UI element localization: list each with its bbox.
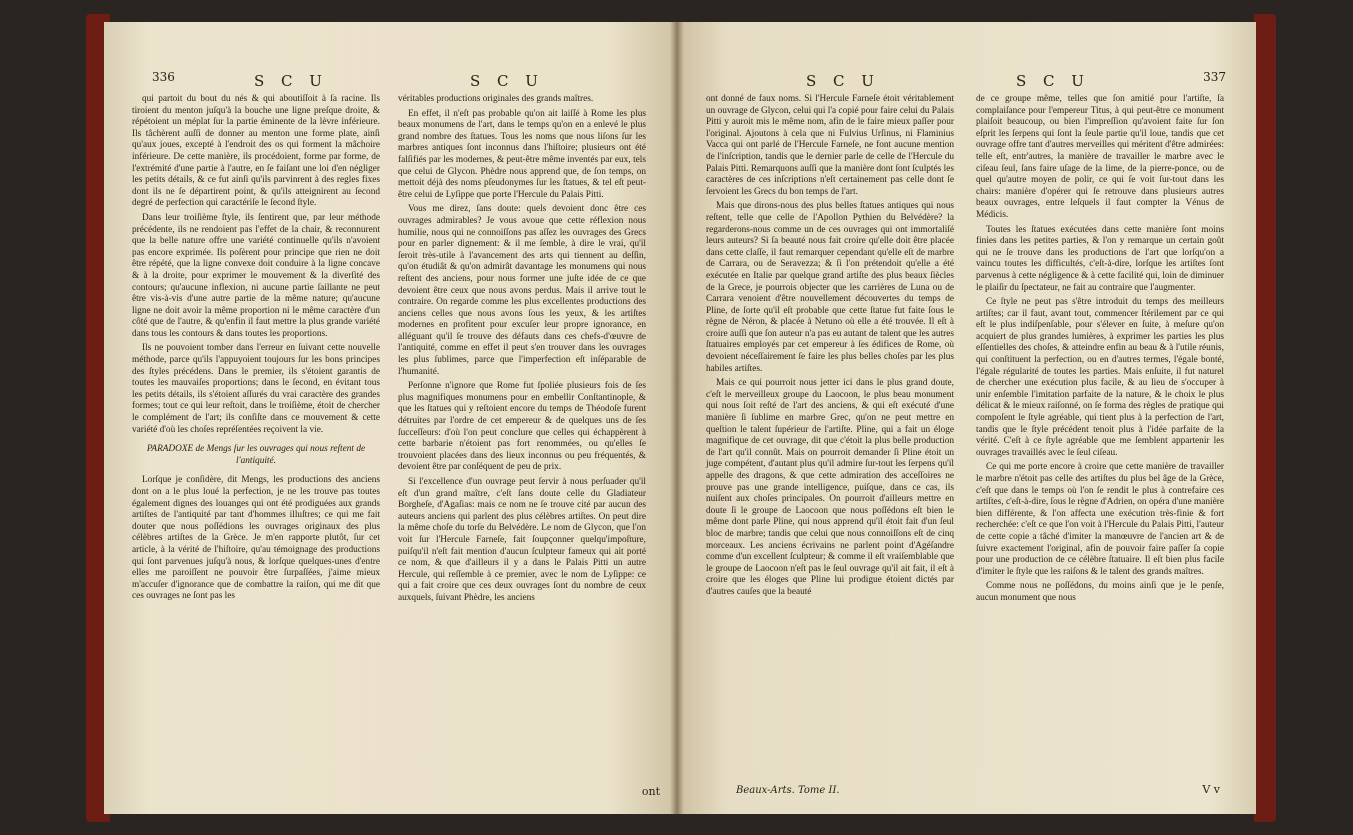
text-column-2 <box>398 94 646 608</box>
paragraph: Vous me direz, ſans doute: quels devoient donc être ces ouvrages admirables? Je vous avoue que cette réflexion nous humilie, nous qui ne connoiſſons pas aſſez les ouvrages des Grecs pour en parler dignement: & il me ſemble, à dire le vrai, qu'il ſeroit très-utile à l'avancement des arts qui tiennent au deſſin, qu'on étudiât & qu'on admirât davantage les monumens qui nous reſtent des anciens, pour nous former une juſte idée de ce que devoient être ceux que nous avons perdus. Mais il arrive tout le contraire. On regarde comme les plus excellentes productions des anciens celles que nous avons ſous les yeux, & les artiſtes modernes en profitent pour excuſer leur propre ignorance, en alléguant qu'il ſe trouve des défauts dans ces chefs-d'œuvre de l'antiquité, comme en effet il peut s'en trouver dans les ouvrages les plus ſublimes, parce que l'imperfection eſt inſéparable de l'humanité. <box>398 204 646 377</box>
book-gutter <box>670 22 684 814</box>
right-page <box>676 22 1256 814</box>
running-head: S C U <box>1016 72 1090 90</box>
text-column-1 <box>132 94 380 606</box>
paragraph: Comme nous ne poſſédons, du moins ainſi que je le penſe, aucun monument que nous <box>976 581 1224 603</box>
open-book <box>86 14 1276 822</box>
section-title: PARADOXE de Mengs ſur les ouvrages qui nous reſtent de l'antiquité. <box>146 444 366 466</box>
paragraph: Toutes les ſtatues exécutées dans cette manière ſont moins finies dans les petites parties, & l'on y remarque un certain goût qui ne ſe trouve dans les productions de l'art que lorſqu'on a vaincu toutes les difficultés, c'eſt-à-dire, lorſque les artiſtes ſont parvenus à cette négligence & à cette facilité qui, loin de diminuer le plaiſir du ſpectateur, ne fait au contraire que l'augmenter. <box>976 224 1224 293</box>
paragraph: Ce ſtyle ne peut pas s'être introduit du temps des meilleurs artiſtes; car il faut, avant tout, commencer ſtérilement par ce qui eſt le plus indiſpenſable, pour s'élever en ſuite, à meſure qu'on acquiert de plus grandes lumières, à exprimer les parties les plus eſſentielles des choſes, & atteindre enfin au beau & à l'utile réunis, qui conſtituent la perfection, ou en d'autres termes, l'égale bonté, l'égale régularité de toutes les parties. Mais enſuite, il fut naturel de chercher une exécution plus facile, & au lieu de s'occuper à unir enſemble l'imitation parfaite de la nature, & le choix le plus délicat & le mieux raiſonné, on ſe forma des règles de pratique qui compoſent le ſtyle agréable, qui tient plus à la perfection de l'art, tandis que le ſtyle précédent tenoit plus à l'idée parfaite de la vérité. C'eſt à ce ſtyle agréable que me ſemblent appartenir les ouvrages travaillés avec le ſeul ciſeau. <box>976 297 1224 458</box>
page-number: 337 <box>1203 70 1226 84</box>
footer-volume: Beaux-Arts. Tome II. <box>736 785 840 796</box>
paragraph: Dans leur troiſième ſtyle, ils ſentirent que, par leur méthode précédente, ils ne rendoient pas l'effet de la chair, & reconnurent que la belle nature offre une variété continuelle qu'ils n'avoient pas encore exprimée. Ils poſèrent pour principe que rien ne doit être répété, que la ligne convexe doit conduire à la ligne concave & à la droite, pour exprimer le mouvement & la diverſité des contours; qu'aucune inflexion, ni aucune partie ſaillante ne peut être vis-à-vis d'une autre partie de la même nature; qu'aucune ligne ne doit avoir la même proportion ni le même caractère d'un côté que de l'autre, & qu'enfin il faut mettre la plus grande variété dans tous les contours & dans toutes les proportions. <box>132 212 380 339</box>
paragraph: En effet, il n'eſt pas probable qu'on ait laiſſé à Rome les plus beaux monumens de l'art, dans le temps qu'on en a enlevé le plus grand nombre des ſtatues. Tous les noms que nous liſons ſur les marbres antiques ſont inconnus dans l'hiſtoire; plusieurs ont été falſifiés par les modernes, & peut-être même inventés par eux, tels que celui de Glycon. Phèdre nous apprend que, de ſon temps, on mettoit déjà des noms pſeudonymes ſur les ſtatues, & tel eſt peut-être celui de Lyſippe que porte l'Hercule du Palais Pitti. <box>398 108 646 200</box>
paragraph: qui partoit du bout du nés & qui aboutiſſoit à ſa racine. Ils tiroient du menton juſqu'à la bouche une ligne preſque droite, & répétoient un méplat ſur la partie éminente de la lèvre inférieure. Ils tâchèrent auſſi de donner au menton une forme plate, ainſi qu'aux joues, excepté à l'endroit des os qui forment la mâchoire inférieure. De cette manière, ils procédoient, forme par forme, de l'extrémité d'une partie à l'autre, en ſe faiſant une loi d'en négliger les petits détails, & ce fut ainſi qu'ils parvinrent à des regles fixes dont ils ne ſe départirent point, & qu'ils atteignirent au ſecond degré de perfection qui caractériſe le ſecond ſtyle. <box>132 94 380 209</box>
signature-mark: V v <box>1202 783 1220 796</box>
text-column-2 <box>976 94 1224 608</box>
paragraph: véritables productions originales des grands maîtres. <box>398 94 594 104</box>
running-head: S C U <box>470 72 544 90</box>
paragraph: ont donné de faux noms. Si l'Hercule Farneſe étoit véritablement un ouvrage de Glycon, celui qui l'a copié pour faire celui du Palais Pitti y auroit mis le même nom, afin de le faire mieux paſſer pour l'original. Ajoutons à cela que ni Fulvius Urſinus, ni Flaminius Vacca qui ont parlé de l'Hercule Farneſe, ne font aucune mention de l'inſcription, tandis que le dernier parle de celle de l'Hercule du Palais Pitti. Remarquons auſſi que la manière dont ſont ſculptés les caractères de ces inſcriptions n'eſt certainement pas celle dont ſe ſervoient les Grecs du bon temps de l'art. <box>706 94 954 197</box>
paragraph: Mais que dirons-nous des plus belles ſtatues antiques qui nous reſtent, telle que celle de l'Apollon Pythien du Belvédère? la regarderons-nous comme un de ces ouvrages qui ont immortaliſé leurs auteurs? Si ſa beauté nous fait croire qu'elle doit être placée dans cette claſſe, il faut remarquer cependant qu'elle eſt de marbre de Carrara, ou de Seravezza; & ſi l'on prétendoit qu'elle a été exécutée en Italie par quelque grand artiſte des plus beaux ſiècles de la Grece, je pourrois objecter que les carrières de Luna ou de Carrara venoient d'être nouvellement découvertes du temps de Pline, de ſorte qu'il eſt probable que cette ſtatue fut faite ſous le règne de Néron, & placée à Netuno où elle a été trouvée. Il eſt à croire auſſi que ſon auteur n'a pas eu autant de talent que les autres ſtatuaires employés par cet empereur à ſes édifices de Rome, où devoient néceſſairement ſe faire les plus belles choſes par les plus habiles artiſtes. <box>706 201 954 374</box>
page-number: 336 <box>152 70 175 84</box>
paragraph: Mais ce qui pourroit nous jetter ici dans le plus grand doute, c'eſt le merveilleux groupe du Laocoon, le plus beau monument qui nous ſoit reſté de l'art des anciens, & qui eſt exécuté d'une manière ſi ſublime en marbre Grec, qu'on ne peut mettre en queſtion le talent ſupérieur de l'artiſte. Pline, qui a fait un éloge magnifique de cet ouvrage, dit que c'étoit la plus belle production de l'art qu'il connût. Mais on pourroit demander ſi Pline étoit un juge compétent, d'autant plus qu'il admire ſur-tout les ſerpens qu'il appelle des dragons, & que cette admiration des acceſſoires ne prouve pas une grande intelligence, puiſque, dans ce cas, ils nuiſent aux choſes principales. On pourroit d'ailleurs mettre en doute ſi le groupe de Laocoon que nous poſſédons eſt bien le même dont parle Pline, qui nous apprend qu'il étoit fait d'un ſeul bloc de marbre; tandis que celui que nous connoiſſons eſt de cinq morceaux. Les anciens écrivains ne parlent point d'Agéſandre comme d'un excellent ſculpteur; & comme il eſt vraiſemblable que le groupe de Laocoon n'eſt pas le ſeul ouvrage qu'il ait fait, il eſt à croire que les éloges que Pline lui prodigue étoient dictés par d'autres cauſes que la beauté <box>706 378 954 597</box>
paragraph: Si l'excellence d'un ouvrage peut ſervir à nous perſuader qu'il eſt d'un grand maître, c'eſt ſans doute celle du Gladiateur Borgheſe, d'Agaſias: mais ce nom ne ſe trouve cité par aucun des auteurs anciens qui parlent des plus célèbres artiſtes. On peut dire la même choſe du torſe du Belvédère. Le nom de Glycon, que l'on voit ſur l'Hercule Farneſe, fait ſoupçonner quelqu'impoſture, puiſqu'il n'eſt fait mention d'aucun ſculpteur fameux qui ait porté ce nom, & que d'ailleurs il y a dans le Palais Pitti un autre Hercule, qui reſſemble à ce premier, avec le nom de Lyſippe: ce qui a fait croire que ces deux ouvrages ſont du nombre de ceux auxquels, ſuivant Phèdre, les anciens <box>398 477 646 603</box>
left-page <box>104 22 676 814</box>
text-column-1 <box>706 94 954 602</box>
paragraph: de ce groupe même, telles que ſon amitié pour l'artiſte, ſa complaiſance pour l'empereur Titus, à qui peut-être ce monument plaiſoit beaucoup, ou bien l'impreſſion qu'avoient faite ſur ſon eſprit les ſerpens qui ſont la ſeule partie qu'il loue, tandis que cet ouvrage offre tant d'autres merveilles qui méritent d'être admirées: telle eſt, entr'autres, la manière de travailler le marbre avec le ciſeau ſeul, ſans faire uſage de la lime, de la pierre-ponce, ou de quel qu'autre moyen de polir, ce qui ſe voit ſur-tout dans les chairs: manière d'opérer qui ſe retrouve dans plusieurs autres beaux ouvrages, entre leſquels il faut compter la Vénus de Médicis. <box>976 94 1224 220</box>
paragraph: Ils ne pouvoient tomber dans l'erreur en ſuivant cette nouvelle méthode, parce qu'ils l'appuyoient toujours ſur les bons principes des ſtyles précédens. Dans le premier, ils s'étoient garantis de toutes les mauvaiſes proportions; dans le ſecond, en évitant tous les petits détails, ils s'étoient aſſurés du vrai caractère des grandes formes; tout ce qui leur reſtoit, dans le troiſième, étoit de chercher le complément de l'art; ils conſiſte dans ce mouvement & cette variété d'où les choſes repréſentées reçoivent la vie. <box>132 343 380 435</box>
paragraph: Perſonne n'ignore que Rome fut ſpoliée plusieurs fois de ſes plus magnifiques monumens pour en embellir Conſtantinople, & que les ſtatues qui y reſtoient encore du temps de Théodoſe furent détruites par l'ordre de cet empereur & de quelques uns de ſes ſucceſſeurs: d'où l'on peut conclure que celles qui échappèrent à cette barbarie n'étoient pas fort renommées, ou qu'elles ſe trouvoient placées dans des lieux inconnus ou peu fréquentés, & devoient être par conſéquent de peu de prix. <box>398 381 646 473</box>
running-head: S C U <box>254 72 328 90</box>
running-head: S C U <box>806 72 880 90</box>
book-cover-right <box>1254 14 1276 822</box>
paragraph: Ce qui me porte encore à croire que cette manière de travailler le marbre n'étoit pas celle des artiſtes du plus bel âge de la Grèce, c'eſt que dans le temps où l'on ſe rendit le plus à contrefaire ces artiſtes, c'eſt-à-dire, ſous le règne d'Adrien, on opéra d'une manière bien différente, & l'on affecta une exécution très-finie & fort recherchée: c'eſt ce que l'on voit à l'Hercule du Palais Pitti, l'auteur de cette copie a tâché d'imiter la manœuvre de l'ancien art & de ſuivre exactement l'original, afin de pouvoir faire paſſer ſa copie pour une production de ce célèbre ſtatuaire. Il eſt bien plus facile d'imiter le ſtyle que les raiſons & le talent des grands maîtres. <box>976 462 1224 577</box>
paragraph: Lorſque je conſidère, dit Mengs, les productions des anciens dont on a le plus loué la perfection, je ne les trouve pas toutes également dignes des louanges qui ont été prodiguées aux grands artiſtes de l'antiquité par tant d'hommes illuſtres; ce qui me fait douter que nous poſſédions les ouvrages originaux des plus célèbres artiſtes de la Grèce. Je m'en rapporte plutôt, ſur cet article, à la vérité de l'hiſtoire, qu'au témoignage des productions qui ſont parvenues juſqu'à nous, & lorſque quelques-unes d'entre elles me paroiſſent ne pouvoir être ſurpaſſées, j'aime mieux m'accuſer d'ignorance que de combattre la raiſon, qui me dit que ces ouvrages ne ſont pas les <box>132 475 380 602</box>
catchword: ont <box>641 785 660 798</box>
